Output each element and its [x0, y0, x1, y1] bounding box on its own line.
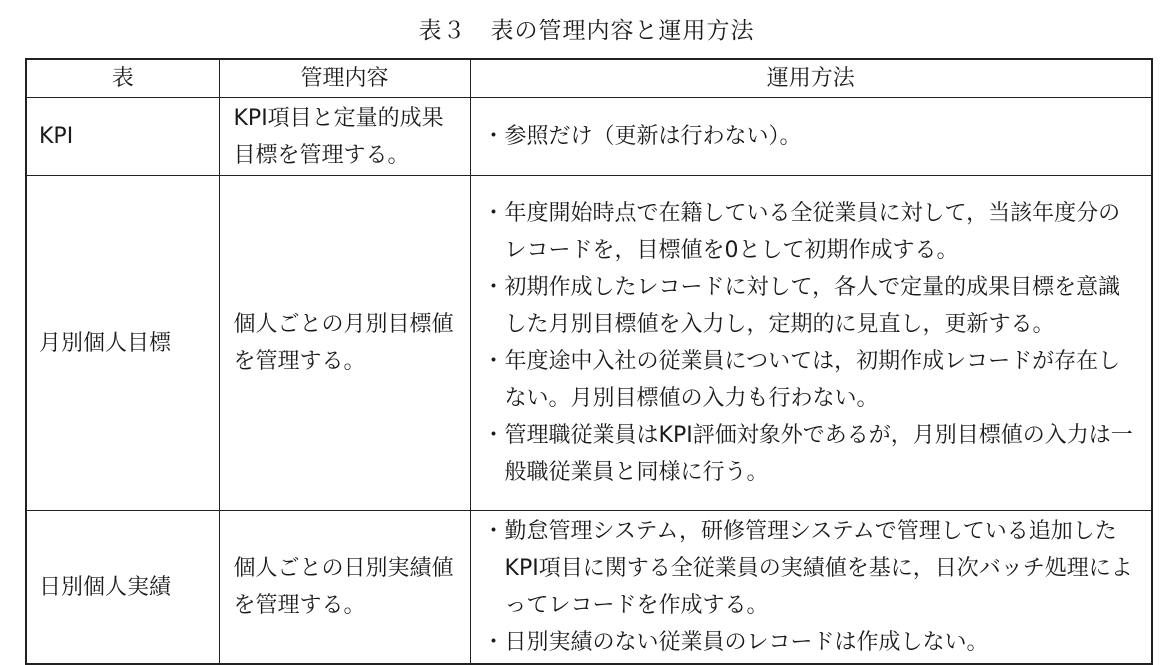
table-row [26, 511, 1152, 665]
list-item [483, 269, 1142, 343]
table-row [26, 98, 1152, 176]
list-item [483, 118, 1142, 155]
row-name: 月別個人目標 [26, 176, 219, 511]
row-content: 個人ごとの日別実績値を管理する。 [219, 511, 470, 665]
row-content: KPI項目と定量的成果目標を管理する。 [219, 98, 470, 176]
header-operation: 運用方法 [470, 59, 1152, 98]
row-operations [470, 98, 1152, 176]
bullet-dot: ・ [482, 630, 505, 655]
bullet-dot: ・ [482, 275, 505, 300]
row-operations [470, 176, 1152, 511]
list-item [483, 343, 1142, 417]
row-operations [470, 511, 1152, 665]
bullet-dot: ・ [482, 201, 505, 226]
list-item [483, 513, 1142, 624]
bullet-text: 日別実績のない従業員のレコードは作成しない。 [504, 630, 989, 655]
row-content: 個人ごとの月別目標値を管理する。 [219, 176, 470, 511]
table-caption: 表３ 表の管理内容と運用方法 [418, 18, 755, 44]
bullet-text: 参照だけ（更新は行わない）。 [504, 124, 802, 149]
header-table: 表 [26, 59, 219, 98]
bullet-text: 初期作成したレコードに対して，各人で定量的成果目標を意識した月別目標値を入力し，定期的に見直し，更新する。 [504, 275, 1121, 337]
bullet-text: 管理職従業員はKPI評価対象外であるが，月別目標値の入力は一般職従業員と同様に行う。 [504, 423, 1133, 485]
bullet-dot: ・ [482, 124, 505, 149]
bullet-dot: ・ [482, 519, 505, 544]
bullet-dot: ・ [482, 423, 505, 448]
list-item [483, 417, 1142, 491]
list-item [483, 624, 1142, 661]
management-table [25, 58, 1153, 665]
bullet-text: 勤怠管理システム，研修管理システムで管理している追加したKPI項目に関する全従業員の実績値を基に，日次バッチ処理によってレコードを作成する。 [504, 519, 1133, 618]
table-row [26, 176, 1152, 511]
bullet-dot: ・ [482, 349, 505, 374]
row-name: KPI [26, 98, 219, 176]
bullet-text: 年度途中入社の従業員については，初期作成レコードが存在しない。月別目標値の入力も行わない。 [504, 349, 1121, 411]
row-name: 日別個人実績 [26, 511, 219, 665]
header-row [26, 59, 1152, 98]
list-item [483, 195, 1142, 269]
header-content: 管理内容 [219, 59, 470, 98]
bullet-text: 年度開始時点で在籍している全従業員に対して，当該年度分のレコードを，目標値を0として初期作成する。 [504, 201, 1121, 263]
